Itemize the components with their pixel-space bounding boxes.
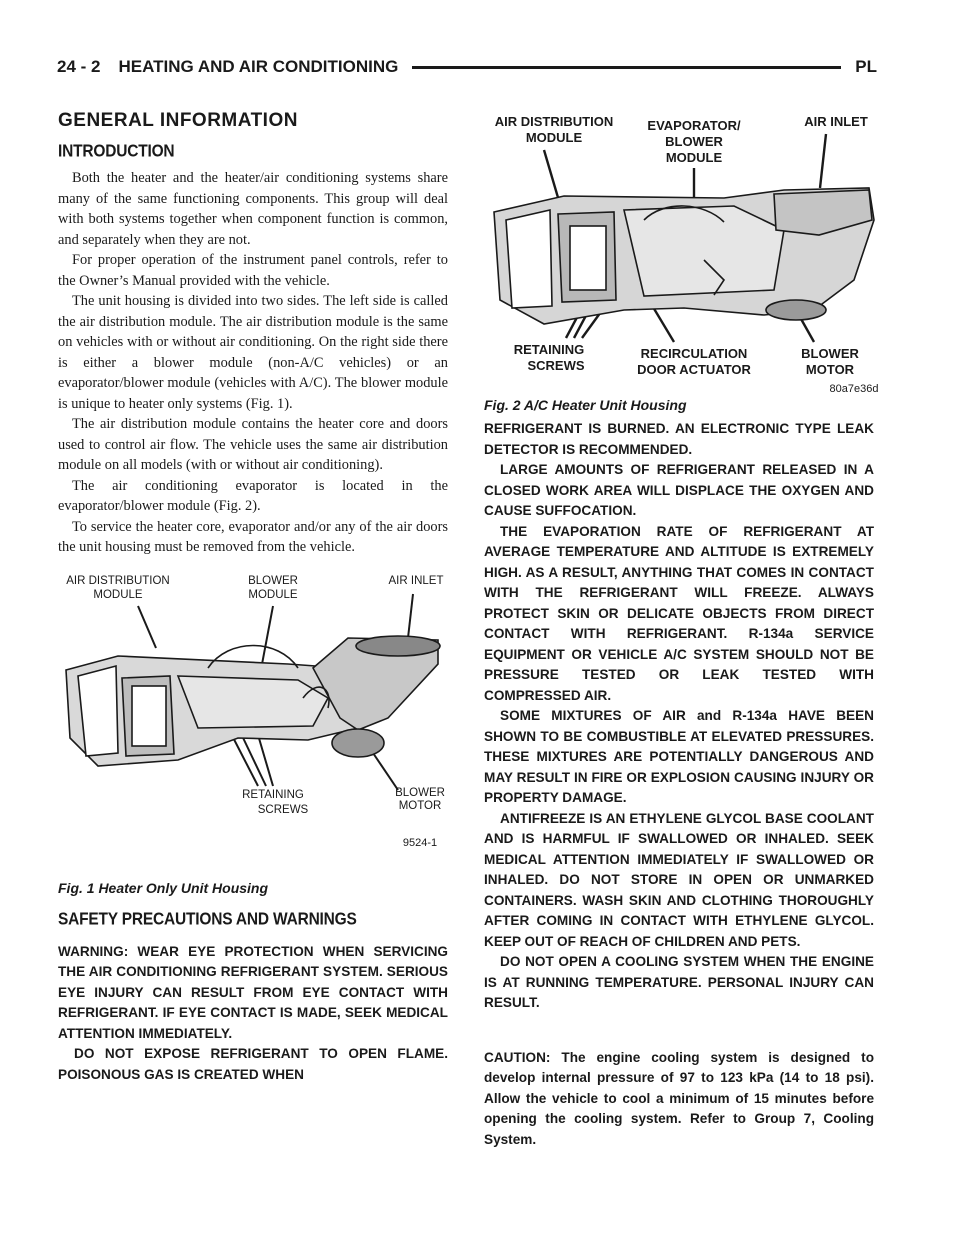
warning-text: THE EVAPORATION RATE OF REFRIGERANT AT AVERAGE TEMPERATURE AND ALTITUDE IS EXTREMELY HIGH. AS A RESULT, ANYTHING THAT COMES IN CONTACT WITH THE REFRIGERANT WILL FREEZE. ALWAYS PROTECT SKIN OR DELICATE OBJECTS FROM DIRECT CONTACT WITH REFRIGERANT. R-134a SERVICE EQUIPMENT OR VEHICLE A/C SYSTEM SHOULD NOT BE PRESSURE TESTED OR LEAK TESTED WITH COMPRESSED AIR. [484,523,874,703]
fig1-label: MODULE [93,588,143,601]
fig2-label: MODULE [525,130,583,145]
intro-paragraph: Both the heater and the heater/air conditioning systems share many of the same functioning components. This group will deal with both systems together when component function is common, and separately when they are not. [58,170,448,248]
caution-text: CAUTION: The engine cooling system is designed to develop internal pressure of 97 to 123 kPa (14 to 18 psi). Allow the vehicle to cool a minimum of 15 minutes before opening the cooling system. Refer to Group 7, Cooling System. [484,1049,874,1147]
intro-paragraph: The air distribution module contains the heater core and doors used to control air flow. The vehicle uses the same air distribution module on all models (with or without air conditioning). [58,416,448,473]
warning-text: DO NOT OPEN A COOLING SYSTEM WHEN THE ENGINE IS AT RUNNING TEMPERATURE. PERSONAL INJURY CAN RESULT. [484,954,874,1010]
fig2-code: 80a7e36d [829,383,879,395]
fig1-label: MOTOR [398,799,442,812]
right-column [484,110,879,1150]
warning-text: ANTIFREEZE IS AN ETHYLENE GLYCOL BASE COOLANT AND IS HARMFUL IF SWALLOWED OR INHALED. SEEK MEDICAL ATTENTION IMMEDIATELY IF SWALLOWED OR INHALED. DO NOT STORE IN OPEN OR UNMARKED CONTAINERS. WASH SKIN AND CLOTHING THOROUGHLY AFTER COMING IN CONTACT WITH ETHYLENE GLYCOL. KEEP OUT OF REACH OF CHILDREN AND PETS. [484,810,874,949]
header-rule [412,66,841,69]
fig1-label: MODULE [248,588,298,601]
fig2-label: BLOWER [665,134,723,149]
fig2-label: DOOR ACTUATOR [637,362,751,377]
fig2-label: RECIRCULATION [640,346,748,361]
fig2-label: RETAINING [513,342,585,357]
introduction-heading: INTRODUCTION [58,142,175,162]
housing-shape [66,636,440,766]
warning-text: WARNING: WEAR EYE PROTECTION WHEN SERVICING THE AIR CONDITIONING REFRIGERANT SYSTEM. SERIOUS EYE INJURY CAN RESULT FROM EYE CONTACT WITH REFRIGERANT. IF EYE CONTACT IS MADE, SEEK MEDICAL ATTENTION IMMEDIATELY. [58,943,448,1041]
fig1-label: BLOWER [248,574,298,587]
intro-paragraph: For proper operation of the instrument panel controls, refer to the Owner’s Manual provided with the vehicle. [58,252,448,289]
fig2-label: AIR DISTRIBUTION [494,114,614,129]
intro-paragraph: To service the heater core, evaporator and/or any of the air doors the unit housing must be removed from the vehicle. [58,518,448,555]
safety-heading: SAFETY PRECAUTIONS AND WARNINGS [58,909,357,929]
general-information-title: GENERAL INFORMATION [58,110,298,131]
housing-shape [494,188,874,324]
fig1-code: 9524-1 [402,836,438,849]
left-column [58,110,448,1085]
warning-text: SOME MIXTURES OF AIR and R-134a HAVE BEEN SHOWN TO BE COMBUSTIBLE AT ELEVATED PRESSURES. THESE MIXTURES ARE POTENTIALLY DANGEROUS AND MAY RESULT IN FIRE OR EXPLOSION CAUSING INJURY OR PROPERTY DAMAGE. [484,708,874,805]
fig1-label: SCREWS [257,803,309,816]
warning-text: DO NOT EXPOSE REFRIGERANT TO OPEN FLAME. POISONOUS GAS IS CREATED WHEN [58,1046,448,1082]
figure-2-caption: Fig. 2 A/C Heater Unit Housing [484,397,687,413]
section-title: HEATING AND AIR CONDITIONING [118,57,399,76]
fig2-label: EVAPORATOR/ [647,118,741,133]
fig2-label: BLOWER [801,346,859,361]
fig1-label: BLOWER [395,786,445,799]
fig2-label: AIR INLET [804,114,868,129]
fig1-label: AIR INLET [388,574,444,587]
warning-text: LARGE AMOUNTS OF REFRIGERANT RELEASED IN A CLOSED WORK AREA WILL DISPLACE THE OXYGEN AND CAUSE SUFFOCATION. [484,462,874,518]
model-code: PL [855,57,877,76]
figure-1-caption: Fig. 1 Heater Only Unit Housing [58,879,269,896]
fig2-label: SCREWS [527,358,585,373]
fig1-label: RETAINING [242,788,304,801]
fig2-label: MODULE [665,150,723,165]
figure-1 [58,568,448,896]
figure-2 [484,110,879,413]
intro-paragraph: The unit housing is divided into two sides. The left side is called the air distribution module. The air distribution module is the same on vehicles with or without air conditioning. On the right side there is either a blower module (non-A/C vehicles) or an evaporator/blower module (vehicles with A/C). The blower module is unique to heater only systems (Fig. 1). [58,293,448,412]
warning-text: REFRIGERANT IS BURNED. AN ELECTRONIC TYPE LEAK DETECTOR IS RECOMMENDED. [484,421,874,457]
fig1-label: AIR DISTRIBUTION [66,574,170,587]
ac-heater-unit-housing-illustration [484,110,884,395]
fig2-label: MOTOR [805,362,855,377]
intro-paragraph: The air conditioning evaporator is located in the evaporator/blower module (Fig. 2). [58,477,448,514]
page-header [57,52,877,82]
page-number: 24 - 2 [57,57,101,76]
heater-unit-housing-illustration [58,568,448,873]
